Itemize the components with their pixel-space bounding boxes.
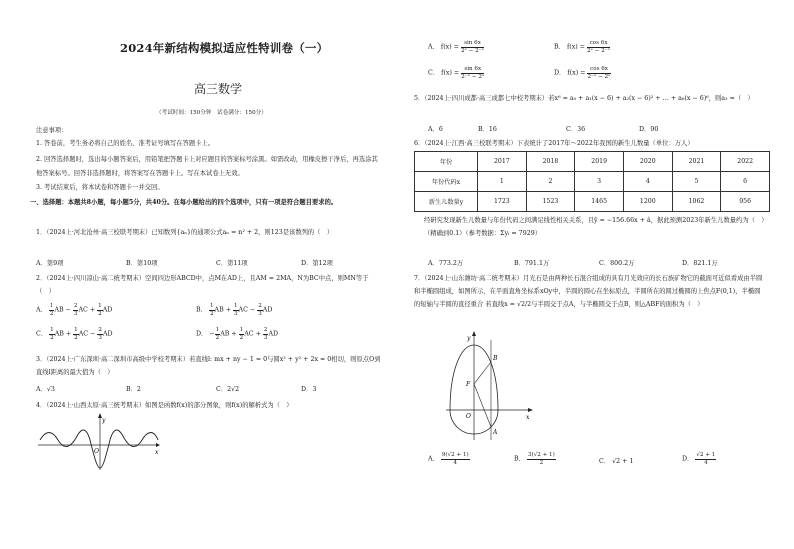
q2-option-a: A． $\frac{1}{2}$ AB − $\frac{2}{3}$ AC + $\frac{1}{2}$ AD: [36, 303, 113, 317]
exam-title: 2024年新结构模拟适应性特训卷（一）: [120, 41, 329, 55]
option-letter: D．: [682, 455, 694, 463]
table-cell: 6: [721, 172, 770, 192]
table-cell: 新生儿数量y: [415, 192, 478, 212]
option-letter: C．: [599, 458, 611, 465]
q7-option-d: [682, 452, 716, 466]
table-cell: 1: [478, 172, 527, 192]
question-2-stem: 2．（2024上·四川凉山·高二统考期末）空间四边形ABCD中，点M在AD上，且AM = 2MA，N为BC中点，则MN等于（ ）: [36, 275, 369, 295]
q7-moonstone-figure: [444, 330, 534, 442]
table-row: [415, 192, 770, 212]
option-letter: D．: [196, 330, 208, 338]
fraction-denominator: 2: [539, 459, 544, 466]
q4-option-a: [428, 40, 484, 54]
exam-info: （考试时间：150分钟 试卷满分：150分）: [156, 110, 267, 116]
option-letter: A．: [428, 455, 439, 463]
table-row: [415, 172, 770, 192]
table-cell: 2021: [672, 152, 721, 172]
q3-option-b: B．2: [126, 386, 141, 393]
q4-option-d: [554, 66, 611, 80]
table-cell: 1062: [672, 192, 721, 212]
option-letter: B．: [554, 43, 565, 51]
fraction: $\frac{1}{2}$: [209, 303, 214, 317]
x-axis-arrow: [528, 408, 533, 412]
q1-option-a: A．第9项: [36, 260, 64, 267]
fraction-numerator: sin 6x: [461, 66, 484, 74]
option-letter: C．: [428, 69, 440, 77]
question-1-stem: 1．（2024上·河北沧州·高三校联考期末）已知数列{aₙ}的通项公式aₙ = n² + 2，则123是该数列的（ ）: [36, 229, 334, 236]
question-4-stem: 4．（2024上·山西太原·高三统考期末）如图是函数f(x)的部分图象，则f(x)的解析式为（ ）: [36, 402, 293, 409]
fraction: $\frac{2}{3}$: [258, 303, 262, 317]
table-cell: 956: [721, 192, 770, 212]
q7-option-c: [599, 456, 633, 465]
table-cell: 2017: [478, 152, 527, 172]
fraction: $\frac{1}{2}$: [215, 327, 220, 341]
fraction-denominator: 2⁻ˣ − 2ˣ: [461, 73, 485, 80]
fraction: $\frac{1}{3}$: [233, 303, 238, 317]
table-cell: 4: [623, 172, 672, 192]
table-cell: 2018: [526, 152, 575, 172]
q5-option-c: C．36: [566, 126, 586, 133]
q1-option-d: D．第12项: [301, 260, 333, 267]
fraction-numerator: sin 6x: [461, 40, 484, 48]
fraction: $\frac{1}{2}$: [49, 303, 54, 317]
option-letter: A．: [36, 306, 47, 314]
q6-option-a: A．773.2万: [428, 260, 464, 267]
fraction: [461, 66, 484, 80]
y-label: y: [467, 335, 471, 342]
fraction-numerator: cos 6x: [587, 66, 610, 74]
option-lhs: f(x) =: [567, 69, 586, 77]
q3-option-d: D．3: [301, 386, 317, 393]
q6-option-c: C．800.2万: [599, 260, 635, 267]
y-axis-label: y: [102, 417, 106, 424]
note-item: 3. 考试结束后，将本试卷和答题卡一并交回。: [36, 184, 164, 191]
q7-option-a: [428, 452, 470, 466]
table-cell: 1523: [526, 192, 575, 212]
table-cell: 2: [526, 172, 575, 192]
fraction: [587, 66, 610, 80]
fraction-denominator: 4: [453, 459, 458, 466]
option-letter: A．: [428, 43, 439, 51]
table-cell: 2019: [575, 152, 624, 172]
notes-heading: 注意事项：: [36, 127, 68, 134]
option-letter: B．: [514, 455, 525, 463]
b-label: B: [493, 355, 498, 362]
q4-option-c: [428, 66, 484, 80]
option-lhs: f(x) =: [440, 43, 459, 51]
table-cell: 2020: [623, 152, 672, 172]
fraction-numerator: 9(√2 + 1): [441, 452, 469, 458]
fraction: [587, 40, 610, 54]
table-cell: 年份代码x: [415, 172, 478, 192]
fraction-denominator: 2ˣ − 2⁻ˣ: [460, 47, 485, 54]
fraction: $\frac{1}{2}$: [98, 303, 102, 317]
segment-fb: [474, 362, 491, 384]
segment-fa: [474, 384, 491, 427]
note-item: 1. 答卷前，考生务必将自己的姓名、准考证号填写在答题卡上。: [36, 140, 215, 147]
fraction-numerator: 3(√2 + 1): [527, 452, 555, 458]
subject-title: 高三数学: [194, 82, 243, 96]
table-row: [415, 152, 770, 172]
question-3-stem: 3．（2024上·广东深圳·高二深圳市高级中学校考期末）若直线l: mx + ny − 1 = 0与圆x² + y² + 2x = 0相切，则原点O到直线l距离的最大值为（ ）: [36, 356, 381, 376]
q2-option-b: B． $\frac{1}{2}$ AB + $\frac{1}{3}$ AC − $\frac{2}{3}$ AD: [196, 303, 273, 317]
fraction-denominator: 2⁻ˣ − 2ˣ: [587, 73, 611, 80]
option-letter: B．: [196, 306, 207, 314]
option-lhs: f(x) =: [566, 43, 586, 51]
origin-label: O: [466, 413, 471, 420]
q2-option-c: C． $\frac{1}{2}$ AB + $\frac{1}{2}$ AC − $\frac{2}{3}$ AD: [36, 327, 113, 341]
section-heading: 一、选择题：本题共8小题，每小题5分，共40分。在每小题给出的四个选项中，只有一项是符合题目要求的。: [30, 199, 338, 206]
table-cell: 1723: [478, 192, 527, 212]
question-5-stem: 5．（2024上·四川成都·高三成都七中校考期末）若x⁶ = a₀ + a₁(x − 6) + a₂(x − 6)² + … + a₆(x − 6)⁶，则a₃ =（ ）: [414, 95, 754, 102]
q1-option-c: C．第11项: [216, 260, 248, 267]
fraction: [527, 452, 556, 466]
fraction: $\frac{1}{2}$: [74, 327, 78, 341]
table-cell: 1200: [623, 192, 672, 212]
table-cell: 2022: [721, 152, 770, 172]
q4-function-graph: [36, 412, 161, 472]
q4-option-b: [554, 40, 610, 54]
option-letter: D．: [554, 69, 566, 77]
fraction-denominator: 2ˣ − 2⁻ˣ: [587, 47, 611, 54]
q3-option-a: A．√3: [36, 386, 55, 393]
fraction: $\frac{2}{3}$: [73, 303, 78, 317]
a-label: A: [493, 429, 498, 436]
question-6-text: 经研究发现新生儿数量与年份代码之间满足线性相关关系，且ŷ = −156.66x + â，据此预测2023年新生儿数量约为（ ）（精确到0.1）（参考数据：Σyᵢ = 7929）: [424, 217, 765, 237]
note-item: 2. 回答选择题时，选出每小题答案后，用铅笔把答题卡上对应题目的答案标号涂黑。如需改动，用橡皮擦干净后，再选涂其他答案标号。回答非选择题时，将答案写在答题卡上。写在本试卷上无效。: [36, 156, 378, 177]
table-cell: 年份: [415, 152, 478, 172]
x-axis-label: x: [155, 449, 159, 456]
q5-option-d: D．90: [639, 126, 659, 133]
q5-option-a: A．6: [428, 126, 443, 133]
q1-option-b: B．第10项: [126, 260, 158, 267]
option-lhs: f(x) =: [441, 69, 460, 77]
fraction: $\frac{2}{3}$: [263, 327, 268, 341]
f-label: F: [466, 381, 471, 388]
fraction: [695, 452, 716, 466]
question-7-stem: 7．（2024上·山东潍坊·高二统考期末）月光石是由两种长石混合组成的具有月光效应的长石族矿物它的截面可近似看成由半圆和半椭圆组成，如图所示，在平面直角坐标系xOy中，半圆的圆心在坐标原点，半圆所在的圆过椭圆的上焦点F(0,1)，半椭圆的短轴与半圆的直径重合 若直线x = √2/2与半圆交于点A，与半椭圆交于点B，则△ABF的面积为（ ）: [414, 275, 763, 308]
table-cell: 3: [575, 172, 624, 192]
y-axis-arrow: [472, 331, 476, 336]
fraction-numerator: √2 + 1: [696, 452, 716, 458]
q6-option-b: B．791.1万: [514, 260, 550, 267]
q3-option-c: C．2√2: [216, 386, 240, 393]
q5-option-b: B．16: [478, 126, 497, 133]
question-6-stem: 6．（2024上·江西·高三校联考期末）下表统计了2017年～2022年我国的新生儿数量（单位：万人）: [414, 140, 694, 147]
table-cell: 5: [672, 172, 721, 192]
fraction: [461, 40, 484, 54]
fraction-denominator: 4: [704, 459, 708, 466]
q7-option-b: [514, 452, 556, 466]
option-text: √2 + 1: [612, 458, 634, 465]
x-axis-arrow: [156, 443, 160, 447]
table-cell: 1465: [575, 192, 624, 212]
fraction: $\frac{2}{3}$: [98, 327, 102, 341]
origin-label: O: [94, 448, 99, 455]
q2-option-d: D． − $\frac{1}{2}$ AB + $\frac{1}{2}$ AC + $\frac{2}{3}$ AD: [196, 327, 279, 341]
fraction-numerator: cos 6x: [587, 40, 610, 48]
x-label: x: [526, 414, 530, 421]
newborn-table: [414, 151, 770, 212]
function-curve: [40, 430, 158, 468]
fraction: $\frac{1}{2}$: [50, 327, 54, 341]
option-letter: C．: [36, 330, 48, 338]
fraction: [441, 452, 470, 466]
fraction: $\frac{1}{2}$: [239, 327, 244, 341]
q6-option-d: D．821.1万: [682, 260, 718, 267]
